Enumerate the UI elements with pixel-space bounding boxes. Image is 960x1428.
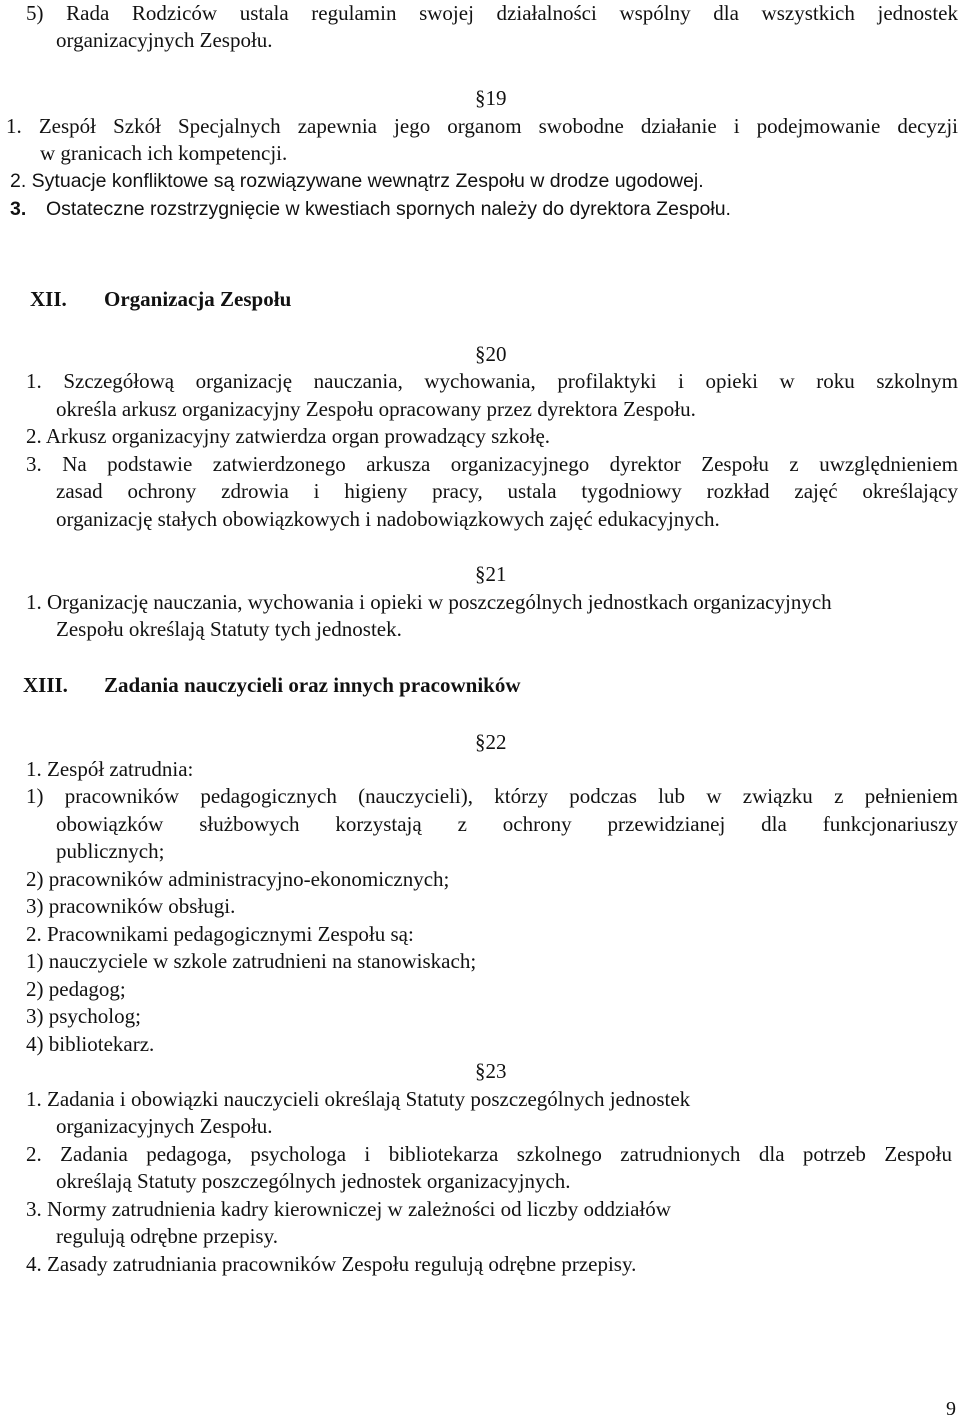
s19-item-2: 2. Sytuacje konfliktowe są rozwiązywane wewnątrz Zespołu w drodze ugodowej. xyxy=(10,170,704,192)
s20-item-1-line-2: określa arkusz organizacyjny Zespołu opracowany przez dyrektora Zespołu. xyxy=(56,397,696,421)
s22-list-a-item-1-line-3: publicznych; xyxy=(56,839,165,863)
s21-item-1-line-2: Zespołu określają Statuty tych jednostek. xyxy=(56,617,402,641)
chapter-13-number: XIII. xyxy=(23,673,68,697)
section-19-heading: §19 xyxy=(475,86,507,110)
s22-item-1: 1. Zespół zatrudnia: xyxy=(26,757,194,781)
s22-list-a-item-3: 3) pracowników obsługi. xyxy=(26,894,236,918)
s23-item-1-line-1: 1. Zadania i obowiązki nauczycieli określają Statuty poszczególnych jednostek xyxy=(26,1087,691,1111)
section-22-heading: §22 xyxy=(475,730,507,754)
s23-item-1-line-2: organizacyjnych Zespołu. xyxy=(56,1114,273,1138)
s23-item-2-line-1: 2. Zadania pedagoga, psychologa i bibliotekarza szkolnego zatrudnionych dla potrzeb Zespołu xyxy=(26,1142,952,1166)
chapter-12-title: Organizacja Zespołu xyxy=(104,287,292,311)
s21-item-1-line-1: 1. Organizację nauczania, wychowania i opieki w poszczególnych jednostkach organizacyjnych xyxy=(26,590,832,614)
chapter-12-number: XII. xyxy=(30,287,67,311)
s22-list-a-item-1-line-1: 1) pracowników pedagogicznych (nauczycieli), którzy podczas lub w związku z pełnieniem xyxy=(26,784,958,808)
s19-item-3: Ostateczne rozstrzygnięcie w kwestiach spornych należy do dyrektora Zespołu. xyxy=(46,198,731,220)
s23-item-2-line-2: określają Statuty poszczególnych jednostek organizacyjnych. xyxy=(56,1169,571,1193)
s23-item-3-line-1: 3. Normy zatrudnienia kadry kierowniczej w zależności od liczby oddziałów xyxy=(26,1197,671,1221)
s20-item-2: 2. Arkusz organizacyjny zatwierdza organ prowadzący szkołę. xyxy=(26,424,551,448)
s22-list-a-item-2: 2) pracowników administracyjno-ekonomicznych; xyxy=(26,867,450,891)
s22-list-a-item-1-line-2: obowiązków służbowych korzystają z ochrony przewidzianej dla funkcjonariuszy xyxy=(56,812,958,836)
s23-item-4: 4. Zasady zatrudniania pracowników Zespołu regulują odrębne przepisy. xyxy=(26,1252,637,1276)
s20-item-3-line-2: zasad ochrony zdrowia i higieny pracy, ustala tygodniowy rozkład zajęć określający xyxy=(56,479,958,503)
s22-list-b-item-3: 3) psycholog; xyxy=(26,1004,141,1028)
paragraph-5-line-1: 5) Rada Rodziców ustala regulamin swojej działalności wspólny dla wszystkich jednostek xyxy=(26,1,958,25)
s23-item-3-line-2: regulują odrębne przepisy. xyxy=(56,1224,278,1248)
section-20-heading: §20 xyxy=(475,342,507,366)
section-23-heading: §23 xyxy=(475,1059,507,1083)
s20-item-3-line-3: organizację stałych obowiązkowych i nadobowiązkowych zajęć edukacyjnych. xyxy=(56,507,720,531)
s22-list-b-item-4: 4) bibliotekarz. xyxy=(26,1032,155,1056)
s22-list-b-item-2: 2) pedagog; xyxy=(26,977,126,1001)
s22-item-2: 2. Pracownikami pedagogicznymi Zespołu są: xyxy=(26,922,414,946)
section-21-heading: §21 xyxy=(475,562,507,586)
page-number: 9 xyxy=(946,1398,956,1420)
s19-item-3-number: 3. xyxy=(10,198,27,220)
s19-item-1-line-2: w granicach ich kompetencji. xyxy=(40,141,288,165)
s20-item-3-line-1: 3. Na podstawie zatwierdzonego arkusza organizacyjnego dyrektor Zespołu z uwzględnieniem xyxy=(26,452,958,476)
paragraph-5-line-2: organizacyjnych Zespołu. xyxy=(56,28,273,52)
s20-item-1-line-1: 1. Szczegółową organizację nauczania, wychowania, profilaktyki i opieki w roku szkolnym xyxy=(26,369,958,393)
s19-item-1-line-1: 1. Zespół Szkół Specjalnych zapewnia jego organom swobodne działanie i podejmowanie decyzji xyxy=(6,114,958,138)
s22-list-b-item-1: 1) nauczyciele w szkole zatrudnieni na stanowiskach; xyxy=(26,949,477,973)
chapter-13-title: Zadania nauczycieli oraz innych pracowników xyxy=(104,673,521,697)
